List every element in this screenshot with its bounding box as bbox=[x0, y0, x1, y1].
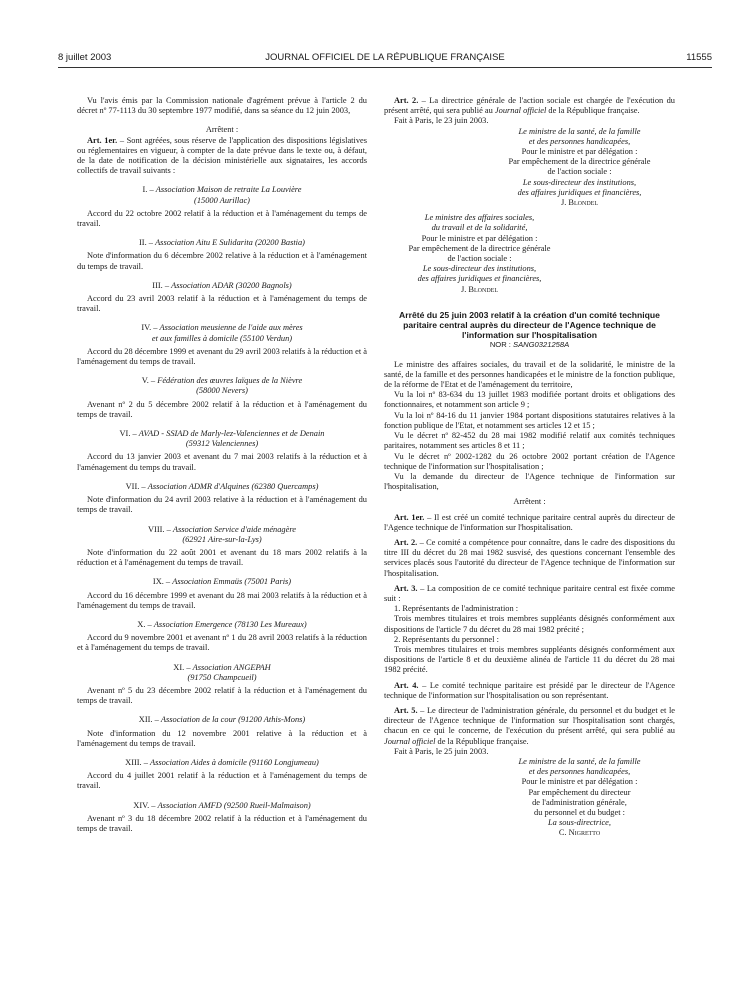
association-location: (58000 Nevers) bbox=[196, 386, 248, 396]
association-name: Fédération des œuvres laïques de la Nièvre bbox=[157, 376, 303, 386]
association-name: Association Emmaüs (75001 Paris) bbox=[172, 577, 292, 587]
accord-heading: IX. – Association Emmaüs (75001 Paris) bbox=[152, 577, 292, 587]
accord-item bbox=[77, 706, 367, 749]
article-text: – Sont agréées, sous réserve de l'application des dispositions législatives ou réglementaires en vigueur, à compter de la date prévue dans le texte ou, à défaut, de la date de notification de la décision ministérielle aux signataires, les accords collectifs de travail suivants : bbox=[77, 135, 367, 176]
header-page-number: 11555 bbox=[686, 52, 712, 63]
signature-line: de l'administration générale, bbox=[532, 797, 627, 807]
signature-line: J. Blondel bbox=[560, 198, 599, 208]
accord-text: Avenant nº 2 du 5 décembre 2002 relatif à la réduction et à l'aménagement du temps de travail. bbox=[77, 399, 367, 419]
association-location: (15000 Aurillac) bbox=[194, 195, 250, 205]
signature-line: Le sous-directeur des institutions, bbox=[422, 264, 537, 274]
accord-text: Avenant nº 5 du 23 décembre 2002 relatif à la réduction et à l'aménagement du temps de travail. bbox=[77, 685, 367, 706]
accord-item bbox=[77, 749, 367, 792]
header-rule bbox=[58, 67, 712, 68]
preamble-paragraph: Vu la loi nº 83-634 du 13 juillet 1983 modifiée portant droits et obligations des fonctionnaires, et notamment son article 9 ; bbox=[384, 390, 675, 410]
accord-text: Note d'information du 22 août 2001 et avenant du 18 mars 2002 relatifs à la réduction et à l'aménagement du temps de travail. bbox=[77, 547, 367, 568]
accord-item bbox=[77, 568, 367, 611]
association-name: AVAD - SSIAD de Marly-lez-Valenciennes et de Denain bbox=[138, 429, 325, 439]
article-4-paragraph: Art. 4. – Le comité technique paritaire est présidé par le directeur de l'Agence technique de l'information sur l'hospitalisation ou son représentant. bbox=[384, 680, 676, 700]
preamble-paragraph: Vu le décret nº 2002-1282 du 26 octobre 2002 portant création de l'Agence technique de l'information sur l'hospitalisation ; bbox=[384, 451, 675, 471]
accord-item bbox=[77, 367, 367, 420]
accord-heading: III. – Association ADAR (30200 Bagnols) bbox=[152, 280, 292, 290]
signature-line: C. Nigretto bbox=[558, 828, 601, 838]
arretent-heading: Arrêtent : bbox=[205, 125, 239, 135]
association-name: Association AMFD (92500 Rueil-Malmaison) bbox=[157, 800, 311, 810]
header-date: 8 juillet 2003 bbox=[58, 52, 112, 63]
accord-item bbox=[77, 611, 367, 654]
accord-heading: VI. – AVAD - SSIAD de Marly-lez-Valenciennes et de Denain bbox=[119, 429, 325, 439]
header-journal-title: JOURNAL OFFICIEL DE LA RÉPUBLIQUE FRANÇAISE bbox=[265, 52, 505, 63]
signature-block-1 bbox=[484, 127, 675, 209]
accord-text: Accord du 23 avril 2003 relatif à la réduction et à l'aménagement du temps de travail. bbox=[77, 294, 367, 314]
representants-administration: 1. Représentants de l'administration : bbox=[394, 604, 519, 614]
signature-line: de l'action sociale : bbox=[547, 167, 612, 177]
left-column bbox=[77, 96, 367, 834]
article-label: Art. 1er. bbox=[87, 135, 118, 145]
association-name: Association Emergence (78130 Les Mureaux) bbox=[153, 619, 307, 629]
accord-text: Accord du 16 décembre 1999 et avenant du 28 mai 2003 relatifs à la réduction et à l'aménagement du temps de travail. bbox=[77, 590, 367, 610]
representants-personnel-text: Trois membres titulaires et trois membres suppléants désignés conformément aux dispositions de l'article 8 et du deuxième alinéa de l'article 11 du décret du 28 mai 1982 précité. bbox=[384, 644, 675, 675]
accord-item bbox=[77, 314, 367, 367]
association-name: Association Aitu E Sulidarita (20200 Bastia) bbox=[155, 238, 305, 248]
signature-line: Par empêchement du directeur bbox=[528, 787, 631, 797]
signature-block-3 bbox=[484, 757, 675, 839]
association-name: Association ADAR (30200 Bagnols) bbox=[171, 280, 292, 290]
association-name: Association Aides à domicile (91160 Longjumeau) bbox=[150, 757, 319, 767]
accord-heading: IV. – Association meusienne de l'aide aux mères bbox=[141, 323, 303, 333]
fait-a-paris-2: Fait à Paris, le 25 juin 2003. bbox=[394, 746, 489, 756]
signature-line: des affaires juridiques et financières, bbox=[517, 187, 642, 197]
association-name: Association ANGEPAH bbox=[192, 662, 271, 672]
accord-item bbox=[77, 792, 367, 835]
accord-item bbox=[77, 176, 367, 229]
right-column bbox=[384, 96, 675, 839]
signature-line: Le ministre des affaires sociales, bbox=[424, 213, 535, 223]
accord-text: Accord du 28 décembre 1999 et avenant du 29 avril 2003 relatifs à la réduction et à l'aménagement du temps de travail. bbox=[77, 346, 367, 367]
signature-line: Pour le ministre et par délégation : bbox=[521, 777, 638, 787]
accord-heading: XIV. – Association AMFD (92500 Rueil-Malmaison) bbox=[133, 800, 311, 810]
preamble bbox=[384, 360, 675, 493]
signature-line: des affaires juridiques et financières, bbox=[417, 274, 542, 284]
signature-line: du travail et de la solidarité, bbox=[431, 223, 528, 233]
article-2-paragraph: Art. 2. – La directrice générale de l'action sociale est chargée de l'exécution du présent arrêté, qui sera publié au Journal officiel de la République française. bbox=[384, 96, 675, 116]
signature-block-2 bbox=[384, 213, 575, 295]
signature-line: Pour le ministre et par délégation : bbox=[421, 233, 538, 243]
accord-text: Accord du 13 janvier 2003 et avenant du 7 mai 2003 relatifs à la réduction et à l'aménagement du temps du travail. bbox=[77, 452, 367, 472]
article-3-paragraph: Art. 3. – La composition de ce comité technique paritaire central est fixée comme suit : bbox=[384, 583, 675, 603]
signature-line: Par empêchement de la directrice générale bbox=[408, 243, 551, 253]
accord-heading: XII. – Association de la cour (91200 Athis-Mons) bbox=[138, 715, 306, 725]
journal-officiel-ref: Journal officiel bbox=[494, 106, 547, 116]
article-1-paragraph-2: Art. 1er. – Il est créé un comité technique paritaire central auprès du directeur de l'Agence technique de l'information sur l'hospitalisation. bbox=[384, 512, 676, 532]
association-name: Association meusienne de l'aide aux mères bbox=[159, 323, 303, 333]
accord-heading: X. – Association Emergence (78130 Les Mureaux) bbox=[137, 619, 307, 629]
association-location: (62921 Aire-sur-la-Lys) bbox=[182, 534, 262, 544]
accord-text: Note d'information du 6 décembre 2002 relative à la réduction et à l'aménagement du temps de travail. bbox=[77, 251, 367, 271]
accord-item bbox=[77, 229, 367, 272]
representants-administration-text: Trois membres titulaires et trois membres suppléants désignés conformément aux dispositions de l'article 7 du décret du 28 mai 1982 précité ; bbox=[384, 614, 675, 634]
signature-line: Le ministre de la santé, de la famille bbox=[518, 126, 641, 136]
article-5-paragraph: Art. 5. – Le directeur de l'administration générale, du personnel et du budget et le directeur de l'Agence technique de l'information sur l'hospitalisation sont chargés, chacun en ce qui le concerne, de l'exécution du présent arrêté, qui sera publié au Journal officiel de la République française. bbox=[384, 705, 676, 746]
signature-line: La sous-directrice, bbox=[548, 818, 611, 828]
signature-line: Par empêchement de la directrice générale bbox=[508, 157, 651, 167]
association-location: (59312 Valenciennes) bbox=[185, 439, 259, 449]
association-name: Association de la cour (91200 Athis-Mons) bbox=[160, 715, 306, 725]
accord-heading: VIII. – Association Service d'aide ménagère bbox=[147, 524, 296, 534]
accord-text: Accord du 4 juillet 2001 relatif à la réduction et à l'aménagement du temps de travail. bbox=[77, 771, 367, 791]
signature-line: du personnel et du budget : bbox=[534, 808, 625, 817]
preamble-paragraph: Vu le décret nº 82-452 du 28 mai 1982 modifié relatif aux comités techniques paritaires, notamment ses articles 8 et 11 ; bbox=[384, 431, 675, 451]
accord-heading: II. – Association Aitu E Sulidarita (20200 Bastia) bbox=[139, 238, 305, 248]
accord-heading: VII. – Association ADMR d'Alquines (62380 Quercamps) bbox=[125, 481, 319, 491]
association-name: Association Service d'aide ménagère bbox=[172, 524, 296, 534]
preamble-paragraph: Le ministre des affaires sociales, du travail et de la solidarité, le ministre de la santé, de la famille et des personnes handicapées et le ministre de la fonction publique, de la réforme de l'Etat et de l'aménagement du territoire, bbox=[384, 359, 675, 390]
signature-line: Le sous-directeur des institutions, bbox=[522, 177, 637, 187]
article-2-paragraph-2: Art. 2. – Ce comité a compétence pour connaître, dans le cadre des dispositions du titre III du décret du 28 mai 1982 susvisé, des questions concernant l'ensemble des services placés sous l'autorité du directeur de l'Agence technique de l'information sur l'hospitalisation. bbox=[384, 537, 675, 578]
accord-text: Note d'information du 12 novembre 2001 relative à la réduction et à l'aménagement du temps de travail. bbox=[77, 728, 367, 748]
accord-heading: XIII. – Association Aides à domicile (91160 Longjumeau) bbox=[125, 757, 319, 767]
signature-line: et des personnes handicapées, bbox=[528, 136, 631, 146]
nor-reference: NOR : SANG0321258A bbox=[489, 340, 570, 350]
accord-item bbox=[77, 420, 367, 473]
association-name: Association ADMR d'Alquines (62380 Quercamps) bbox=[147, 481, 319, 491]
accord-heading: XI. – Association ANGEPAH bbox=[173, 662, 271, 672]
accord-text: Note d'information du 24 avril 2003 relative à la réduction et à l'aménagement du temps de travail. bbox=[77, 495, 367, 515]
signature-line: Le ministre de la santé, de la famille bbox=[518, 756, 641, 766]
accord-item bbox=[77, 272, 367, 315]
article-1-paragraph bbox=[77, 136, 367, 177]
association-name: Association Maison de retraite La Louvière bbox=[155, 185, 302, 195]
accord-item bbox=[77, 473, 367, 516]
representants-personnel: 2. Représentants du personnel : bbox=[394, 634, 499, 644]
accord-text: Avenant nº 3 du 18 décembre 2002 relatif à la réduction et à l'aménagement du temps de travail. bbox=[77, 813, 367, 833]
accord-text: Accord du 9 novembre 2001 et avenant nº 1 du 28 avril 2003 relatifs à la réduction et à l'aménagement du temps de travail. bbox=[77, 633, 367, 653]
signature-line: et des personnes handicapées, bbox=[528, 767, 631, 777]
fait-a-paris-1: Fait à Paris, le 23 juin 2003. bbox=[394, 116, 489, 126]
accords-list bbox=[77, 176, 367, 834]
arretent-heading-2: Arrêtent : bbox=[513, 497, 546, 507]
accord-item bbox=[77, 516, 367, 569]
association-location: et aux familles à domicile (55100 Verdun) bbox=[151, 333, 293, 343]
accord-heading: I. – Association Maison de retraite La Louvière bbox=[142, 185, 302, 195]
page-header bbox=[58, 52, 712, 66]
signature-line: J. Blondel bbox=[460, 284, 499, 294]
article-label: Art. 2. bbox=[394, 96, 419, 105]
accord-text: Accord du 22 octobre 2002 relatif à la réduction et à l'aménagement du temps de travail. bbox=[77, 208, 367, 229]
preamble-paragraph: Vu la demande du directeur de l'Agence technique de l'information sur l'hospitalisation, bbox=[384, 471, 675, 492]
association-location: (91750 Champcueil) bbox=[187, 672, 257, 682]
preamble-paragraph: Vu la loi nº 84-16 du 11 janvier 1984 portant dispositions statutaires relatives à la fonction publique de l'Etat, et notamment ses articles 12 et 15 ; bbox=[384, 410, 675, 430]
signature-line: Pour le ministre et par délégation : bbox=[521, 147, 638, 157]
decree-title: Arrêté du 25 juin 2003 relatif à la création d'un comité technique paritaire central auprès du directeur de l'Agence technique de l'information sur l'hospitalisation bbox=[399, 309, 660, 341]
accord-item bbox=[77, 654, 367, 707]
intro-paragraph: Vu l'avis émis par la Commission nationale d'agrément prévue à l'article 2 du décret nº 77-1113 du 30 septembre 1977 modifié, dans sa séance du 12 juin 2003, bbox=[77, 96, 367, 116]
accord-heading: V. – Fédération des œuvres laïques de la Nièvre bbox=[141, 376, 303, 386]
signature-line: de l'action sociale : bbox=[447, 254, 512, 264]
